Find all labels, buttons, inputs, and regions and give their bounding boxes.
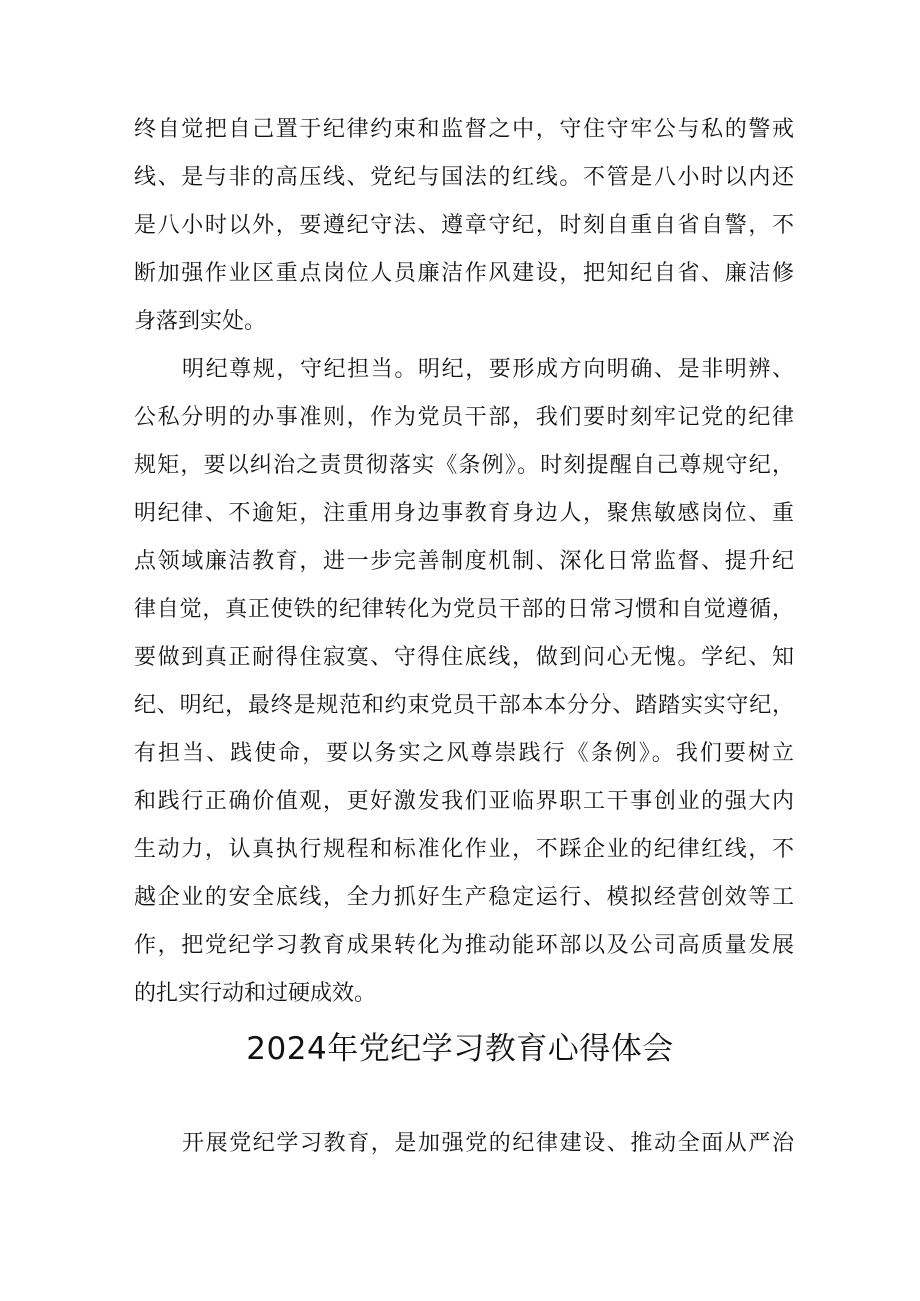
paragraph-2-line-3: 规矩，要以纠治之责贯彻落实《条例》。时刻提醒自己尊规守纪， <box>134 453 794 478</box>
paragraph-2-line-9: 有担当、践使命，要以务实之风尊崇践行《条例》。我们要树立 <box>134 741 794 766</box>
paragraph-2-line-10: 和践行正确价值观，更好激发我们亚临界职工干事创业的强大内 <box>134 789 794 814</box>
paragraph-2-line-12: 越企业的安全底线，全力抓好生产稳定运行、模拟经营创效等工 <box>134 885 794 910</box>
paragraph-3-line-1: 开展党纪学习教育，是加强党的纪律建设、推动全面从严治 <box>182 1131 794 1156</box>
section-heading: 2024年党纪学习教育心得体会 <box>246 1031 674 1067</box>
paragraph-1-line-1: 终自觉把自己置于纪律约束和监督之中，守住守牢公与私的警戒 <box>134 117 794 142</box>
paragraph-2-line-6: 律自觉，真正使铁的纪律转化为党员干部的日常习惯和自觉遵循， <box>134 597 794 622</box>
paragraph-2-line-14: 的扎实行动和过硬成效。 <box>134 981 377 1006</box>
paragraph-2-line-5: 点领域廉洁教育，进一步完善制度机制、深化日常监督、提升纪 <box>134 549 794 574</box>
paragraph-1-line-4: 断加强作业区重点岗位人员廉洁作风建设，把知纪自省、廉洁修 <box>134 261 794 286</box>
paragraph-1-line-5: 身落到实处。 <box>134 309 267 334</box>
paragraph-2-line-13: 作，把党纪学习教育成果转化为推动能环部以及公司高质量发展 <box>134 933 794 958</box>
paragraph-1-line-2: 线、是与非的高压线、党纪与国法的红线。不管是八小时以内还 <box>134 165 794 190</box>
paragraph-2-line-8: 纪、明纪，最终是规范和约束党员干部本本分分、踏踏实实守纪， <box>134 693 794 718</box>
paragraph-2-line-7: 要做到真正耐得住寂寞、守得住底线，做到问心无愧。学纪、知 <box>134 645 794 670</box>
paragraph-2-line-4: 明纪律、不逾矩，注重用身边事教育身边人，聚焦敏感岗位、重 <box>134 501 794 526</box>
paragraph-2-line-2: 公私分明的办事准则，作为党员干部，我们要时刻牢记党的纪律 <box>134 405 794 430</box>
paragraph-1-line-3: 是八小时以外，要遵纪守法、遵章守纪，时刻自重自省自警，不 <box>134 213 794 238</box>
paragraph-2-line-1: 明纪尊规，守纪担当。明纪，要形成方向明确、是非明辨、 <box>182 357 794 382</box>
paragraph-2-line-11: 生动力，认真执行规程和标准化作业，不踩企业的纪律红线，不 <box>134 837 794 862</box>
